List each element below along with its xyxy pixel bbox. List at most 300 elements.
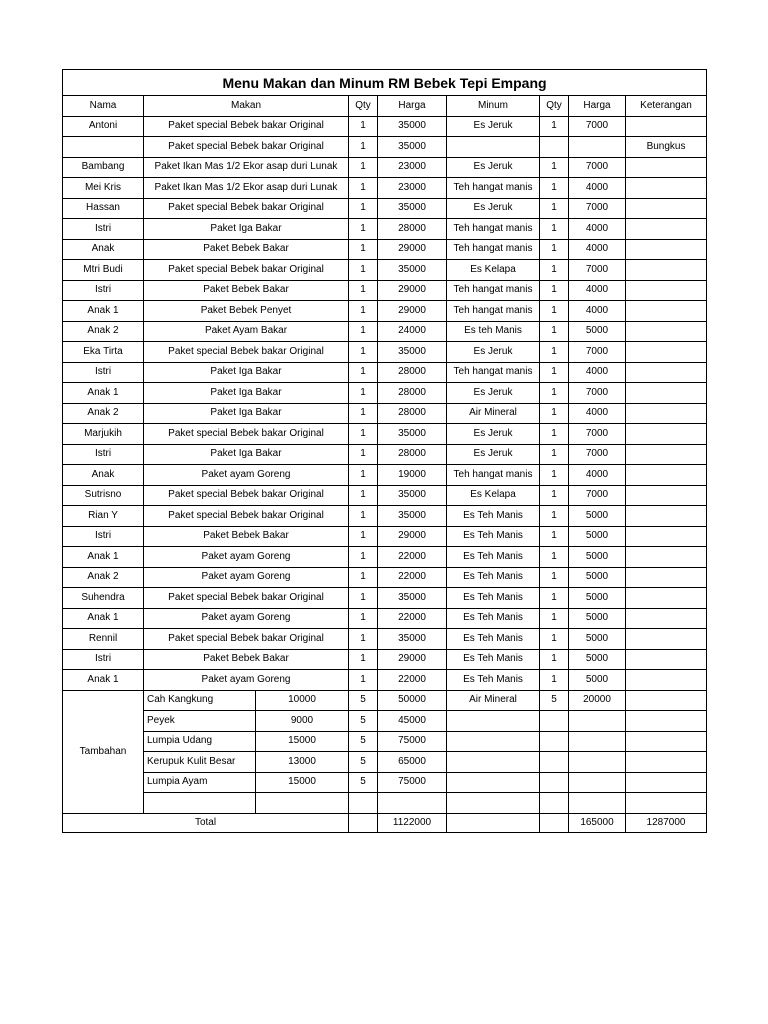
- header-keterangan: Keterangan: [626, 96, 707, 117]
- cell-extra-item: Lumpia Ayam: [144, 772, 256, 793]
- cell-keterangan: [626, 383, 707, 404]
- cell-qty-minum: [540, 772, 569, 793]
- cell-qty-minum: 1: [540, 260, 569, 281]
- cell-qty-minum: 1: [540, 547, 569, 568]
- total-row: [63, 813, 707, 832]
- table-row: [63, 137, 707, 158]
- cell-makan: Paket special Bebek bakar Original: [144, 137, 349, 158]
- cell-makan: Paket Ikan Mas 1/2 Ekor asap duri Lunak: [144, 157, 349, 178]
- cell-makan: Paket Ikan Mas 1/2 Ekor asap duri Lunak: [144, 178, 349, 199]
- cell-nama: Hassan: [63, 198, 144, 219]
- cell-minum: Air Mineral: [447, 403, 540, 424]
- cell-nama: Istri: [63, 280, 144, 301]
- cell-harga-minum: 4000: [569, 219, 626, 240]
- cell-minum: Es Teh Manis: [447, 547, 540, 568]
- cell-keterangan: [626, 403, 707, 424]
- cell-qty-makan: 1: [349, 403, 378, 424]
- cell-minum: [447, 137, 540, 158]
- cell-harga-minum: 4000: [569, 301, 626, 322]
- cell-nama: Anak: [63, 465, 144, 486]
- header-harga-makan: Harga: [378, 96, 447, 117]
- cell-qty-minum: 1: [540, 116, 569, 137]
- cell-harga-makan: 35000: [378, 342, 447, 363]
- cell-makan: Paket special Bebek bakar Original: [144, 116, 349, 137]
- cell-makan: Paket special Bebek bakar Original: [144, 485, 349, 506]
- cell-keterangan: [626, 670, 707, 691]
- cell-harga-minum: 5000: [569, 670, 626, 691]
- page-title: Menu Makan dan Minum RM Bebek Tepi Empang: [63, 70, 707, 96]
- cell-makan: Paket Iga Bakar: [144, 383, 349, 404]
- cell-qty-minum: 1: [540, 567, 569, 588]
- cell-qty-minum: 1: [540, 280, 569, 301]
- cell-harga-makan: 28000: [378, 383, 447, 404]
- cell-keterangan: [626, 178, 707, 199]
- cell-makan: Paket ayam Goreng: [144, 465, 349, 486]
- cell-harga-minum: 5000: [569, 506, 626, 527]
- cell-harga-makan: 35000: [378, 424, 447, 445]
- cell-harga-makan: 22000: [378, 567, 447, 588]
- cell-harga-minum: 4000: [569, 403, 626, 424]
- cell-keterangan: [626, 239, 707, 260]
- cell-nama: Anak 2: [63, 321, 144, 342]
- cell-harga-makan: 22000: [378, 670, 447, 691]
- cell-minum: Es Jeruk: [447, 383, 540, 404]
- cell-harga-makan: 35000: [378, 137, 447, 158]
- cell-harga-minum: 4000: [569, 362, 626, 383]
- cell-qty-makan: 1: [349, 260, 378, 281]
- cell-nama: Anak 1: [63, 670, 144, 691]
- cell-qty-makan: 1: [349, 342, 378, 363]
- cell-harga-minum: 5000: [569, 547, 626, 568]
- cell-minum: Es Kelapa: [447, 485, 540, 506]
- header-makan: Makan: [144, 96, 349, 117]
- cell-qty-minum: 1: [540, 588, 569, 609]
- cell-qty-makan: [349, 793, 378, 814]
- cell-harga-makan: 35000: [378, 588, 447, 609]
- cell-qty-minum: 1: [540, 403, 569, 424]
- cell-harga-makan: 35000: [378, 260, 447, 281]
- cell-harga-makan: 35000: [378, 198, 447, 219]
- cell-keterangan: [626, 772, 707, 793]
- cell-qty-makan: 1: [349, 198, 378, 219]
- cell-qty-makan: 1: [349, 424, 378, 445]
- cell-qty-minum: 1: [540, 383, 569, 404]
- cell-qty-makan: 1: [349, 506, 378, 527]
- table-row: [63, 608, 707, 629]
- cell-nama: Antoni: [63, 116, 144, 137]
- table-row: [63, 178, 707, 199]
- cell-minum: Es Teh Manis: [447, 670, 540, 691]
- cell-qty-makan: 1: [349, 670, 378, 691]
- table-row: [63, 301, 707, 322]
- cell-harga-makan: 75000: [378, 772, 447, 793]
- cell-minum: Es Teh Manis: [447, 629, 540, 650]
- cell-qty-makan: 1: [349, 444, 378, 465]
- cell-keterangan: [626, 157, 707, 178]
- cell-makan: Paket special Bebek bakar Original: [144, 629, 349, 650]
- table-row: [63, 526, 707, 547]
- table-row: [63, 342, 707, 363]
- cell-qty-minum: 1: [540, 424, 569, 445]
- cell-qty-minum: 1: [540, 465, 569, 486]
- cell-qty-minum: 1: [540, 342, 569, 363]
- cell-makan: Paket Bebek Bakar: [144, 526, 349, 547]
- cell-makan: Paket Iga Bakar: [144, 403, 349, 424]
- cell-harga-minum: 7000: [569, 444, 626, 465]
- table-row: [63, 649, 707, 670]
- cell-minum: [447, 772, 540, 793]
- cell-keterangan: [626, 280, 707, 301]
- cell-qty-makan: 5: [349, 731, 378, 752]
- cell-harga-minum: 7000: [569, 424, 626, 445]
- cell-keterangan: [626, 567, 707, 588]
- header-qty-makan: Qty: [349, 96, 378, 117]
- cell-nama: [63, 137, 144, 158]
- cell-qty-makan: 1: [349, 280, 378, 301]
- cell-nama: Bambang: [63, 157, 144, 178]
- cell-keterangan: [626, 588, 707, 609]
- cell-minum: Es Teh Manis: [447, 649, 540, 670]
- cell-extra-item: Peyek: [144, 711, 256, 732]
- cell-minum: Es Jeruk: [447, 444, 540, 465]
- cell-keterangan: [626, 547, 707, 568]
- cell-qty-makan: 1: [349, 547, 378, 568]
- cell-keterangan: [626, 629, 707, 650]
- cell-minum: Teh hangat manis: [447, 301, 540, 322]
- cell-harga-makan: 75000: [378, 731, 447, 752]
- cell-qty-makan: 1: [349, 588, 378, 609]
- cell-keterangan: [626, 116, 707, 137]
- cell-harga-minum: 20000: [569, 690, 626, 711]
- cell-extra-price: 9000: [256, 711, 349, 732]
- cell-harga-minum: 5000: [569, 588, 626, 609]
- cell-minum: Es Teh Manis: [447, 567, 540, 588]
- cell-keterangan: [626, 301, 707, 322]
- cell-keterangan: [626, 444, 707, 465]
- cell-nama: Istri: [63, 649, 144, 670]
- cell-minum: Es Teh Manis: [447, 506, 540, 527]
- table-row: [63, 280, 707, 301]
- cell-keterangan: [626, 198, 707, 219]
- cell-nama: Istri: [63, 526, 144, 547]
- cell-makan: Paket Bebek Bakar: [144, 649, 349, 670]
- cell-qty-makan: 1: [349, 301, 378, 322]
- title-row: [63, 70, 707, 96]
- cell-harga-minum: 5000: [569, 321, 626, 342]
- extra-row: [63, 752, 707, 773]
- cell-extra-price: 15000: [256, 731, 349, 752]
- cell-minum: [447, 793, 540, 814]
- cell-minum: Es Jeruk: [447, 157, 540, 178]
- cell-nama: Istri: [63, 362, 144, 383]
- cell-minum: Teh hangat manis: [447, 219, 540, 240]
- cell-keterangan: [626, 711, 707, 732]
- table-row: [63, 321, 707, 342]
- table-row: [63, 485, 707, 506]
- cell-nama: Istri: [63, 444, 144, 465]
- cell-harga-makan: 28000: [378, 403, 447, 424]
- cell-qty-minum: [540, 711, 569, 732]
- cell-nama: Anak 1: [63, 383, 144, 404]
- cell-minum: Es Jeruk: [447, 198, 540, 219]
- cell-qty-minum: 1: [540, 362, 569, 383]
- cell-harga-minum: 7000: [569, 485, 626, 506]
- cell-harga-makan: 29000: [378, 301, 447, 322]
- cell-qty-minum: 1: [540, 444, 569, 465]
- cell-keterangan: [626, 731, 707, 752]
- cell-harga-minum: 4000: [569, 239, 626, 260]
- cell-keterangan: [626, 649, 707, 670]
- cell-harga-minum: 5000: [569, 567, 626, 588]
- cell-nama: Suhendra: [63, 588, 144, 609]
- cell-harga-makan: 29000: [378, 526, 447, 547]
- table-row: [63, 444, 707, 465]
- table-row: [63, 547, 707, 568]
- cell-qty-minum: [540, 752, 569, 773]
- extra-row: [63, 772, 707, 793]
- cell-qty-minum: 1: [540, 301, 569, 322]
- cell-qty-makan: 1: [349, 219, 378, 240]
- cell-harga-minum: [569, 137, 626, 158]
- cell-harga-minum: 7000: [569, 157, 626, 178]
- table-row: [63, 670, 707, 691]
- cell-nama: Anak 1: [63, 301, 144, 322]
- cell-minum: Teh hangat manis: [447, 239, 540, 260]
- cell-qty-makan: 5: [349, 711, 378, 732]
- total-qty-minum: [540, 813, 569, 832]
- cell-minum: Es teh Manis: [447, 321, 540, 342]
- cell-harga-makan: 28000: [378, 219, 447, 240]
- cell-nama: Anak 2: [63, 403, 144, 424]
- cell-keterangan: [626, 424, 707, 445]
- cell-makan: Paket Iga Bakar: [144, 444, 349, 465]
- cell-keterangan: [626, 506, 707, 527]
- cell-minum: Es Teh Manis: [447, 608, 540, 629]
- cell-keterangan: [626, 690, 707, 711]
- cell-harga-makan: 19000: [378, 465, 447, 486]
- cell-qty-minum: 1: [540, 485, 569, 506]
- cell-qty-makan: 5: [349, 772, 378, 793]
- header-nama: Nama: [63, 96, 144, 117]
- table-row: [63, 219, 707, 240]
- cell-nama: Rian Y: [63, 506, 144, 527]
- cell-harga-minum: 4000: [569, 280, 626, 301]
- cell-qty-minum: 1: [540, 157, 569, 178]
- total-harga-minum: 165000: [569, 813, 626, 832]
- cell-makan: Paket Bebek Bakar: [144, 280, 349, 301]
- cell-harga-makan: 65000: [378, 752, 447, 773]
- cell-harga-makan: 35000: [378, 629, 447, 650]
- table-row: [63, 362, 707, 383]
- cell-qty-makan: 5: [349, 690, 378, 711]
- cell-qty-minum: 1: [540, 506, 569, 527]
- cell-minum: [447, 711, 540, 732]
- cell-extra-item: [144, 793, 256, 814]
- cell-harga-makan: 28000: [378, 444, 447, 465]
- cell-nama: Mtri Budi: [63, 260, 144, 281]
- cell-extra-price: 15000: [256, 772, 349, 793]
- cell-qty-minum: 1: [540, 608, 569, 629]
- cell-minum: [447, 731, 540, 752]
- cell-harga-minum: [569, 752, 626, 773]
- cell-minum: Es Kelapa: [447, 260, 540, 281]
- cell-qty-minum: 1: [540, 219, 569, 240]
- cell-keterangan: [626, 260, 707, 281]
- cell-harga-minum: 7000: [569, 260, 626, 281]
- header-row: [63, 96, 707, 117]
- cell-harga-minum: 7000: [569, 342, 626, 363]
- cell-harga-makan: 24000: [378, 321, 447, 342]
- cell-keterangan: [626, 752, 707, 773]
- cell-extra-price: 10000: [256, 690, 349, 711]
- extra-row: [63, 711, 707, 732]
- cell-harga-minum: [569, 772, 626, 793]
- cell-keterangan: [626, 321, 707, 342]
- cell-harga-minum: [569, 793, 626, 814]
- extra-row: [63, 690, 707, 711]
- cell-qty-makan: 1: [349, 239, 378, 260]
- table-row: [63, 588, 707, 609]
- cell-nama: Istri: [63, 219, 144, 240]
- cell-qty-minum: 1: [540, 198, 569, 219]
- cell-harga-makan: 22000: [378, 608, 447, 629]
- cell-qty-minum: 1: [540, 649, 569, 670]
- cell-qty-makan: 1: [349, 629, 378, 650]
- cell-harga-makan: [378, 793, 447, 814]
- cell-qty-minum: 1: [540, 629, 569, 650]
- total-grand: 1287000: [626, 813, 707, 832]
- table-row: [63, 383, 707, 404]
- cell-harga-minum: 5000: [569, 608, 626, 629]
- cell-keterangan: Bungkus: [626, 137, 707, 158]
- cell-qty-makan: 1: [349, 362, 378, 383]
- cell-minum: Teh hangat manis: [447, 465, 540, 486]
- cell-harga-minum: 7000: [569, 116, 626, 137]
- cell-qty-makan: 1: [349, 526, 378, 547]
- cell-qty-makan: 1: [349, 485, 378, 506]
- cell-qty-minum: [540, 793, 569, 814]
- cell-nama: Anak: [63, 239, 144, 260]
- table-row: [63, 506, 707, 527]
- cell-makan: Paket special Bebek bakar Original: [144, 198, 349, 219]
- cell-keterangan: [626, 485, 707, 506]
- header-qty-minum: Qty: [540, 96, 569, 117]
- cell-nama: Anak 1: [63, 608, 144, 629]
- cell-keterangan: [626, 793, 707, 814]
- cell-makan: Paket special Bebek bakar Original: [144, 506, 349, 527]
- cell-qty-minum: 1: [540, 670, 569, 691]
- cell-minum: Es Teh Manis: [447, 526, 540, 547]
- cell-qty-minum: [540, 731, 569, 752]
- cell-makan: Paket Bebek Penyet: [144, 301, 349, 322]
- cell-harga-minum: 5000: [569, 649, 626, 670]
- cell-qty-makan: 1: [349, 383, 378, 404]
- table-row: [63, 629, 707, 650]
- table-row: [63, 260, 707, 281]
- cell-qty-makan: 1: [349, 321, 378, 342]
- cell-harga-makan: 28000: [378, 362, 447, 383]
- cell-keterangan: [626, 608, 707, 629]
- cell-minum: Teh hangat manis: [447, 362, 540, 383]
- table-row: [63, 465, 707, 486]
- cell-harga-makan: 29000: [378, 649, 447, 670]
- cell-harga-makan: 23000: [378, 178, 447, 199]
- cell-harga-minum: 5000: [569, 526, 626, 547]
- cell-makan: Paket ayam Goreng: [144, 670, 349, 691]
- cell-harga-makan: 29000: [378, 280, 447, 301]
- cell-harga-makan: 35000: [378, 116, 447, 137]
- cell-harga-minum: [569, 711, 626, 732]
- table-row: [63, 157, 707, 178]
- cell-qty-makan: 1: [349, 649, 378, 670]
- cell-harga-makan: 22000: [378, 547, 447, 568]
- menu-table: [62, 69, 707, 833]
- cell-makan: Paket special Bebek bakar Original: [144, 588, 349, 609]
- cell-makan: Paket special Bebek bakar Original: [144, 424, 349, 445]
- extra-row: [63, 731, 707, 752]
- cell-extra-price: [256, 793, 349, 814]
- table-row: [63, 239, 707, 260]
- total-label: Total: [63, 813, 349, 832]
- cell-nama: Anak 2: [63, 567, 144, 588]
- cell-minum: Es Jeruk: [447, 116, 540, 137]
- cell-keterangan: [626, 362, 707, 383]
- cell-makan: Paket ayam Goreng: [144, 608, 349, 629]
- table-row: [63, 198, 707, 219]
- table-row: [63, 403, 707, 424]
- total-qty-makan: [349, 813, 378, 832]
- cell-harga-minum: 7000: [569, 383, 626, 404]
- cell-qty-minum: 1: [540, 321, 569, 342]
- cell-minum: Teh hangat manis: [447, 178, 540, 199]
- cell-qty-makan: 1: [349, 116, 378, 137]
- cell-harga-makan: 29000: [378, 239, 447, 260]
- cell-harga-makan: 50000: [378, 690, 447, 711]
- cell-minum: Es Jeruk: [447, 342, 540, 363]
- cell-makan: Paket Bebek Bakar: [144, 239, 349, 260]
- cell-nama: Rennil: [63, 629, 144, 650]
- cell-keterangan: [626, 342, 707, 363]
- cell-qty-minum: [540, 137, 569, 158]
- cell-extra-price: 13000: [256, 752, 349, 773]
- cell-harga-minum: 4000: [569, 465, 626, 486]
- cell-minum: Teh hangat manis: [447, 280, 540, 301]
- cell-qty-makan: 1: [349, 608, 378, 629]
- cell-extra-item: Kerupuk Kulit Besar: [144, 752, 256, 773]
- cell-makan: Paket special Bebek bakar Original: [144, 260, 349, 281]
- cell-harga-makan: 45000: [378, 711, 447, 732]
- table-row: [63, 424, 707, 445]
- cell-qty-makan: 1: [349, 157, 378, 178]
- cell-qty-makan: 1: [349, 465, 378, 486]
- cell-harga-minum: 4000: [569, 178, 626, 199]
- cell-qty-makan: 1: [349, 178, 378, 199]
- cell-qty-makan: 1: [349, 567, 378, 588]
- cell-makan: Paket ayam Goreng: [144, 547, 349, 568]
- cell-nama: Mei Kris: [63, 178, 144, 199]
- cell-qty-minum: 5: [540, 690, 569, 711]
- cell-makan: Paket Ayam Bakar: [144, 321, 349, 342]
- cell-qty-minum: 1: [540, 526, 569, 547]
- table-row: [63, 116, 707, 137]
- cell-nama: Eka Tirta: [63, 342, 144, 363]
- cell-minum: Es Jeruk: [447, 424, 540, 445]
- cell-qty-makan: 5: [349, 752, 378, 773]
- cell-qty-makan: 1: [349, 137, 378, 158]
- cell-harga-minum: 5000: [569, 629, 626, 650]
- total-harga-makan: 1122000: [378, 813, 447, 832]
- cell-extra-item: Cah Kangkung: [144, 690, 256, 711]
